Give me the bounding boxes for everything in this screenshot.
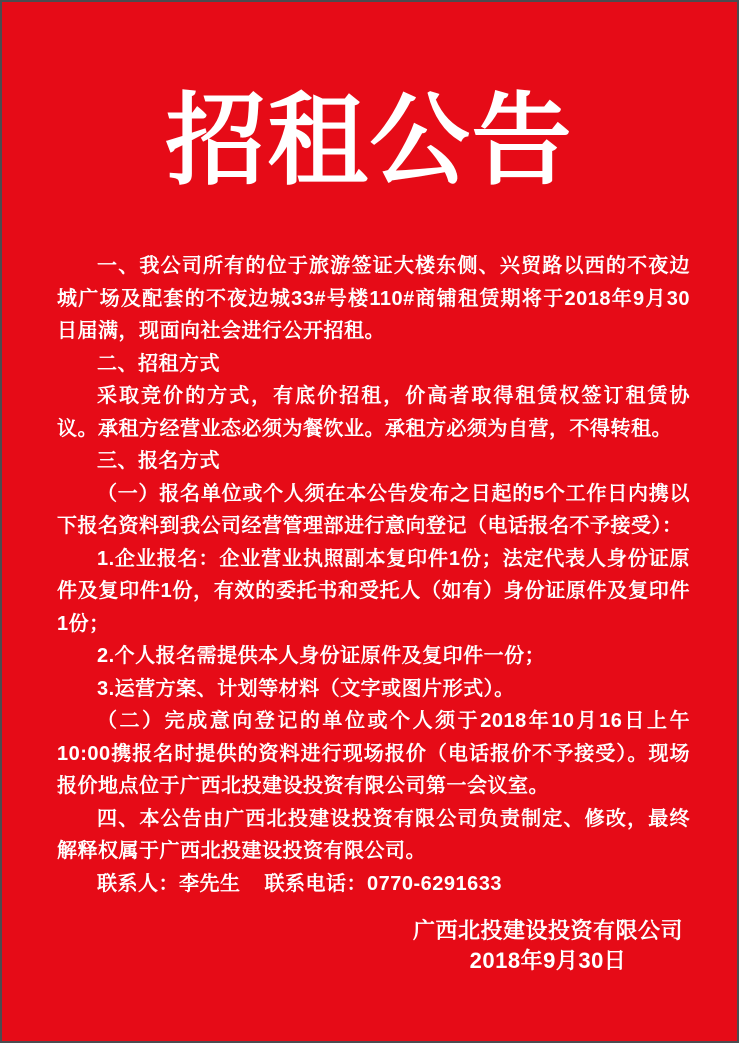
poster-title: 招租公告	[165, 81, 574, 199]
heading-registration-method: 三、报名方式	[97, 450, 220, 472]
heading-rental-method: 二、招租方式	[97, 352, 220, 375]
paragraph-registration-window: （一）报名单位或个人须在本公告发布之日起的5个工作日内携以下报名资料到我公司经营管理部进行意向登记（电话报名不予接受）：	[57, 482, 690, 537]
contact-phone: 联系电话：0770-6291633	[264, 872, 503, 895]
signature-company: 广西北投建设投资有限公司	[412, 918, 683, 943]
paragraph-interpretation-rights: 四、本公告由广西北投建设投资有限公司负责制定、修改，最终解释权属于广西北投建设投资有限公司。	[57, 807, 690, 862]
announcement-body	[57, 250, 690, 900]
paragraph-enterprise-documents: 1.企业报名：企业营业执照副本复印件1份；法定代表人身份证原件及复印件1份，有效的委托书和受托人（如有）身份证原件及复印件1份；	[57, 547, 690, 635]
paragraph-property-intro: 一、我公司所有的位于旅游签证大楼东侧、兴贸路以西的不夜边城广场及配套的不夜边城33#号楼110#商铺租赁期将于2018年9月30日届满，现面向社会进行公开招租。	[57, 255, 690, 342]
signature-date: 2018年9月30日	[469, 948, 627, 973]
paragraph-onsite-bidding: （二）完成意向登记的单位或个人须于2018年10月16日上午10:00携报名时提供的资料进行现场报价（电话报价不予接受）。现场报价地点位于广西北投建设投资有限公司第一会议室。	[57, 710, 690, 797]
signature-block	[413, 916, 683, 976]
paragraph-individual-documents: 2.个人报名需提供本人身份证原件及复印件一份；	[97, 645, 546, 667]
paragraph-rental-method: 采取竞价的方式，有底价招租，价高者取得租赁权签订租赁协议。承租方经营业态必须为餐饮业。承租方必须为自营，不得转租。	[57, 385, 690, 440]
contact-line	[57, 868, 690, 901]
contact-person: 联系人：李先生	[97, 872, 241, 895]
paragraph-operation-plan: 3.运营方案、计划等材料（文字或图片形式）。	[97, 677, 515, 700]
